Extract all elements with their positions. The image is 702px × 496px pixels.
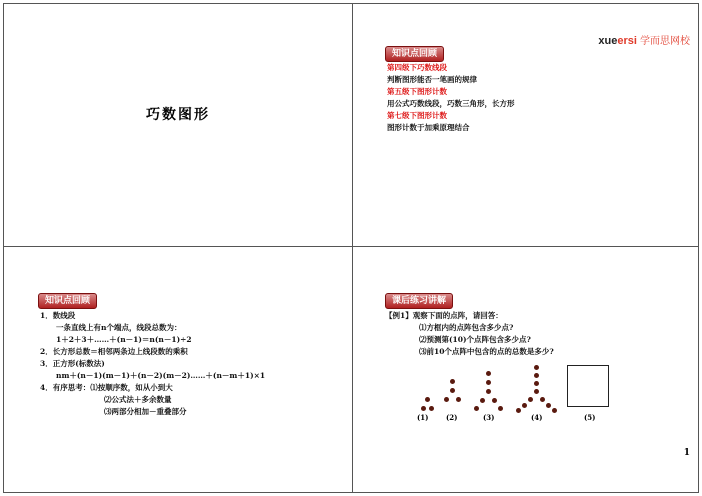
dot-fig4-10	[552, 408, 557, 413]
dot-fig4-5	[528, 397, 533, 402]
dot-fig2-4	[456, 397, 461, 402]
dot-fig3-5	[492, 398, 497, 403]
exercise-line-2: ⑴方框内的点阵包含多少点?	[419, 323, 514, 332]
dot-fig4-9	[516, 408, 521, 413]
brand-logo	[598, 32, 690, 47]
knowledge-line-4: 2．长方形总数＝相邻两条边上线段数的乘积	[40, 347, 188, 356]
dot-fig1-3	[429, 406, 434, 411]
exercise-line-4: ⑶前10个点阵中包含的点的总数是多少?	[419, 347, 554, 356]
dot-fig2-1	[450, 379, 455, 384]
knowledge-line-9: ⑶两部分相加－重叠部分	[104, 407, 187, 416]
slide-review	[352, 3, 699, 247]
page-number: 1	[683, 448, 690, 458]
dot-fig4-4	[534, 389, 539, 394]
exercise-line-3: ⑵预测第(10)个点阵包含多少点?	[419, 335, 531, 344]
dot-fig4-7	[522, 403, 527, 408]
figure-label-5: (5)	[584, 413, 596, 422]
review-line-1: 第四级下巧数线段	[387, 63, 447, 72]
figure-label-4: (4)	[531, 413, 543, 422]
dot-fig3-2	[486, 380, 491, 385]
figure-label-3: (3)	[483, 413, 495, 422]
review-line-5: 第七级下图形计数	[387, 111, 447, 120]
knowledge-line-1: 1．数线段	[40, 311, 76, 320]
dot-fig3-7	[498, 406, 503, 411]
exercise-line-1: 【例1】观察下面的点阵，请回答：	[385, 311, 503, 320]
dot-fig3-3	[486, 389, 491, 394]
knowledge-banner: 知识点回顾	[38, 293, 97, 309]
dot-fig1-1	[425, 397, 430, 402]
dot-fig3-6	[474, 406, 479, 411]
review-line-2: 判断图形能否一笔画的规律	[387, 75, 477, 84]
knowledge-line-7: 4．有序思考：⑴按顺序数，如从小到大	[40, 383, 173, 392]
answer-box	[567, 365, 609, 407]
dot-fig3-1	[486, 371, 491, 376]
dot-fig4-6	[540, 397, 545, 402]
knowledge-line-2: 一条直线上有n个端点，线段总数为：	[56, 323, 182, 332]
figure-label-1: (1)	[417, 413, 429, 422]
dot-fig4-1	[534, 365, 539, 370]
review-line-3: 第五级下图形计数	[387, 87, 447, 96]
dot-fig2-3	[444, 397, 449, 402]
slide-title	[3, 3, 353, 247]
review-line-6: 图形计数于加乘原理结合	[387, 123, 470, 132]
logo-text-xue: xue	[598, 35, 618, 47]
logo-text-cn: 学而思网校	[640, 36, 690, 47]
figure-label-2: (2)	[446, 413, 458, 422]
dot-fig4-3	[534, 381, 539, 386]
knowledge-line-5: 3．正方形(标数法)	[40, 359, 105, 368]
slide-exercise	[352, 246, 699, 493]
dot-fig3-4	[480, 398, 485, 403]
slide-knowledge	[3, 246, 353, 493]
dot-fig4-2	[534, 373, 539, 378]
slide-title-text: 巧数图形	[146, 107, 210, 123]
dot-fig1-2	[421, 406, 426, 411]
exercise-banner: 课后练习讲解	[385, 293, 453, 309]
logo-text-ersi: ersi	[617, 35, 637, 47]
knowledge-line-6: nm＋(n－1)(m－1)＋(n－2)(m－2)……＋(n－m＋1)×1	[56, 371, 266, 380]
dot-fig2-2	[450, 388, 455, 393]
knowledge-line-3: 1＋2＋3＋……＋(n－1)＝n(n－1)÷2	[56, 335, 192, 344]
review-line-4: 用公式巧数线段，巧数三角形，长方形	[387, 99, 515, 108]
dot-fig4-8	[546, 403, 551, 408]
review-banner: 知识点回顾	[385, 46, 444, 62]
knowledge-line-8: ⑵公式法＋多余数量	[104, 395, 172, 404]
